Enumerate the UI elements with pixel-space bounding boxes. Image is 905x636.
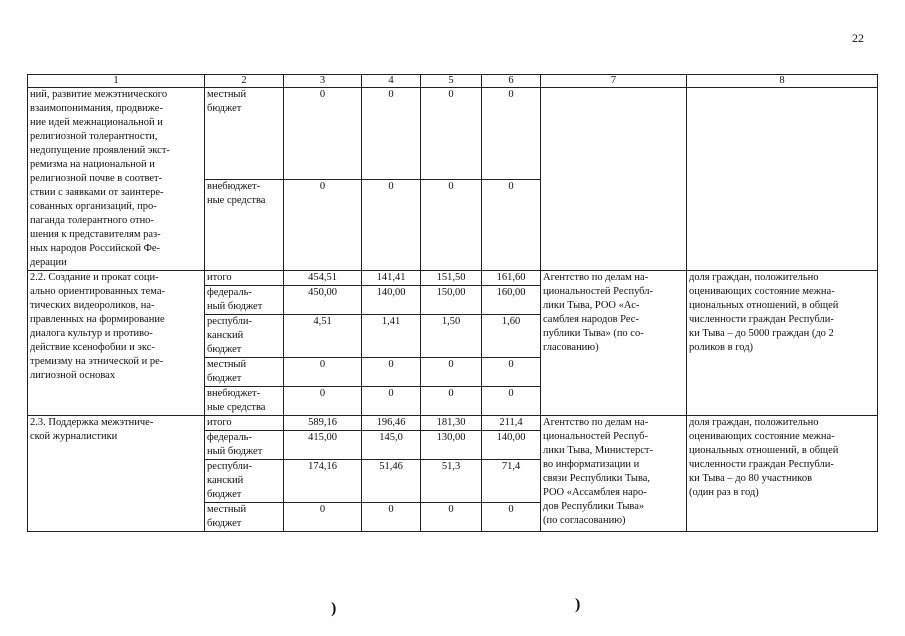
text-line: ные средства xyxy=(207,402,266,413)
text-line: республи- xyxy=(207,316,252,327)
column-header: 3 xyxy=(284,75,362,88)
amount-cell: 196,46 xyxy=(362,416,421,431)
amount-cell: 0 xyxy=(362,358,421,387)
text-line: итого xyxy=(207,417,232,428)
text-line: 2.2. Создание и прокат соци- xyxy=(30,272,159,283)
text-line: религиозной толерантности, xyxy=(30,131,158,142)
text-line: ный бюджет xyxy=(207,446,263,457)
text-line: паганда толерантного отно- xyxy=(30,215,154,226)
text-line: РОО «Ассамблея наро- xyxy=(543,487,647,498)
text-line: ской журналистики xyxy=(30,431,118,442)
text-line: сованных организаций, про- xyxy=(30,201,157,212)
text-line: местный xyxy=(207,504,247,515)
amount-cell: 141,41 xyxy=(362,271,421,286)
column-header: 6 xyxy=(482,75,541,88)
text-line: бюджет xyxy=(207,373,242,384)
funding-source-cell xyxy=(205,387,284,416)
text-line: бюджет xyxy=(207,518,242,529)
amount-cell: 454,51 xyxy=(284,271,362,286)
text-line: во информатизации и xyxy=(543,459,640,470)
text-line: циональностей Респуб- xyxy=(543,431,649,442)
text-line: ний, развитие межэтнического xyxy=(30,89,168,100)
text-line: бюджет xyxy=(207,344,242,355)
table-row xyxy=(28,271,878,286)
funding-source-cell xyxy=(205,179,284,271)
funding-source-cell xyxy=(205,416,284,431)
text-line: доля граждан, положительно xyxy=(689,272,819,283)
text-line: ально ориентированных тема- xyxy=(30,286,166,297)
indicator-cell xyxy=(687,416,878,532)
amount-cell: 0 xyxy=(284,179,362,271)
text-line: ремизма на национальной и xyxy=(30,159,155,170)
amount-cell: 0 xyxy=(421,88,482,180)
indicator-cell xyxy=(687,88,878,271)
amount-cell: 1,50 xyxy=(421,315,482,358)
text-line: ки Тыва – до 5000 граждан (до 2 xyxy=(689,328,834,339)
table-row xyxy=(28,88,878,180)
amount-cell: 0 xyxy=(284,358,362,387)
amount-cell: 140,00 xyxy=(482,431,541,460)
activity-cell xyxy=(28,271,205,416)
funding-source-cell xyxy=(205,460,284,503)
scan-mark-right: ) xyxy=(575,596,581,613)
text-line: итого xyxy=(207,272,232,283)
text-line: роликов в год) xyxy=(689,342,754,353)
scan-mark-left: ) xyxy=(331,600,337,617)
text-line: ные средства xyxy=(207,194,266,206)
amount-cell: 130,00 xyxy=(421,431,482,460)
text-line: Агентство по делам на- xyxy=(543,417,649,428)
amount-cell: 0 xyxy=(482,387,541,416)
amount-cell: 1,60 xyxy=(482,315,541,358)
text-line: 2.3. Поддержка межэтниче- xyxy=(30,417,154,428)
text-line: циональных отношений, в общей xyxy=(689,300,839,311)
amount-cell: 4,51 xyxy=(284,315,362,358)
text-line: (по согласованию) xyxy=(543,515,626,526)
amount-cell: 0 xyxy=(421,358,482,387)
text-line: диалога культур и противо- xyxy=(30,328,153,339)
text-line: самблея народов Рес- xyxy=(543,314,639,325)
amount-cell: 211,4 xyxy=(482,416,541,431)
column-header: 1 xyxy=(28,75,205,88)
amount-cell: 0 xyxy=(482,88,541,180)
text-line: внебюджет- xyxy=(207,388,261,399)
text-line: связи Республики Тыва, xyxy=(543,473,651,484)
funding-source-cell xyxy=(205,286,284,315)
text-line: ных народов Российской Фе- xyxy=(30,243,161,254)
amount-cell: 150,00 xyxy=(421,286,482,315)
amount-cell: 161,60 xyxy=(482,271,541,286)
amount-cell: 0 xyxy=(284,503,362,532)
amount-cell: 0 xyxy=(284,88,362,180)
text-line: федераль- xyxy=(207,432,252,443)
text-line: гласованию) xyxy=(543,342,599,353)
text-line: ный бюджет xyxy=(207,301,263,312)
amount-cell: 0 xyxy=(421,387,482,416)
amount-cell: 0 xyxy=(362,179,421,271)
amount-cell: 71,4 xyxy=(482,460,541,503)
amount-cell: 450,00 xyxy=(284,286,362,315)
text-line: правленных на формирование xyxy=(30,314,165,325)
text-line: внебюджет- xyxy=(207,180,261,192)
text-line: канский xyxy=(207,475,244,486)
text-line: публики Тыва» (по со- xyxy=(543,328,644,339)
text-line: численности граждан Республи- xyxy=(689,314,834,325)
header-row xyxy=(28,75,878,88)
amount-cell: 415,00 xyxy=(284,431,362,460)
text-line: тремизму на этнической и ре- xyxy=(30,356,164,367)
text-line: дов Республики Тыва» xyxy=(543,501,645,512)
text-line: оценивающих состояние межна- xyxy=(689,431,835,442)
text-line: ствии с заявками от заинтере- xyxy=(30,187,164,198)
amount-cell: 0 xyxy=(284,387,362,416)
funding-source-cell xyxy=(205,88,284,180)
amount-cell: 0 xyxy=(482,179,541,271)
funding-source-cell xyxy=(205,431,284,460)
amount-cell: 0 xyxy=(362,503,421,532)
text-line: численности граждан Республи- xyxy=(689,459,834,470)
indicator-cell xyxy=(687,271,878,416)
text-line: циональных отношений, в общей xyxy=(689,445,839,456)
text-line: местный xyxy=(207,359,247,370)
amount-cell: 174,16 xyxy=(284,460,362,503)
text-line: тических видеороликов, на- xyxy=(30,300,155,311)
executor-cell xyxy=(541,88,687,271)
amount-cell: 145,0 xyxy=(362,431,421,460)
amount-cell: 51,3 xyxy=(421,460,482,503)
text-line: доля граждан, положительно xyxy=(689,417,819,428)
text-line: местный xyxy=(207,89,247,100)
page-number: 22 xyxy=(852,31,864,45)
amount-cell: 0 xyxy=(362,387,421,416)
table-row xyxy=(28,416,878,431)
activity-cell xyxy=(28,416,205,532)
funding-source-cell xyxy=(205,503,284,532)
text-line: канский xyxy=(207,330,244,341)
amount-cell: 160,00 xyxy=(482,286,541,315)
text-line: (один раз в год) xyxy=(689,487,759,498)
column-header: 7 xyxy=(541,75,687,88)
funding-source-cell xyxy=(205,358,284,387)
text-line: циональностей Республ- xyxy=(543,286,654,297)
amount-cell: 140,00 xyxy=(362,286,421,315)
text-line: недопущение проявлений экст- xyxy=(30,145,170,156)
program-table xyxy=(27,74,878,532)
funding-source-cell xyxy=(205,271,284,286)
text-line: лики Тыва, Министерст- xyxy=(543,445,653,456)
funding-source-cell xyxy=(205,315,284,358)
amount-cell: 0 xyxy=(421,503,482,532)
executor-cell xyxy=(541,271,687,416)
amount-cell: 1,41 xyxy=(362,315,421,358)
amount-cell: 51,46 xyxy=(362,460,421,503)
text-line: бюджет xyxy=(207,103,242,114)
column-header: 5 xyxy=(421,75,482,88)
text-line: ние идей межнациональной и xyxy=(30,117,163,128)
text-line: взаимопонимания, продвиже- xyxy=(30,103,163,114)
column-header: 2 xyxy=(205,75,284,88)
amount-cell: 181,30 xyxy=(421,416,482,431)
amount-cell: 151,50 xyxy=(421,271,482,286)
text-line: республи- xyxy=(207,461,252,472)
text-line: шения к представителям раз- xyxy=(30,229,161,240)
text-line: лигиозной основах xyxy=(30,370,116,381)
text-line: бюджет xyxy=(207,489,242,500)
text-line: религиозной почве в соответ- xyxy=(30,173,163,184)
column-header: 8 xyxy=(687,75,878,88)
amount-cell: 0 xyxy=(482,358,541,387)
column-header: 4 xyxy=(362,75,421,88)
text-line: ки Тыва – до 80 участников xyxy=(689,473,813,484)
text-line: оценивающих состояние межна- xyxy=(689,286,835,297)
executor-cell xyxy=(541,416,687,532)
amount-cell: 0 xyxy=(421,179,482,271)
text-line: Агентство по делам на- xyxy=(543,272,649,283)
text-line: действие ксенофобии и экс- xyxy=(30,342,155,353)
amount-cell: 589,16 xyxy=(284,416,362,431)
text-line: федераль- xyxy=(207,287,252,298)
amount-cell: 0 xyxy=(482,503,541,532)
text-line: дерации xyxy=(30,257,67,268)
activity-cell xyxy=(28,88,205,271)
text-line: лики Тыва, РОО «Ас- xyxy=(543,300,640,311)
amount-cell: 0 xyxy=(362,88,421,180)
